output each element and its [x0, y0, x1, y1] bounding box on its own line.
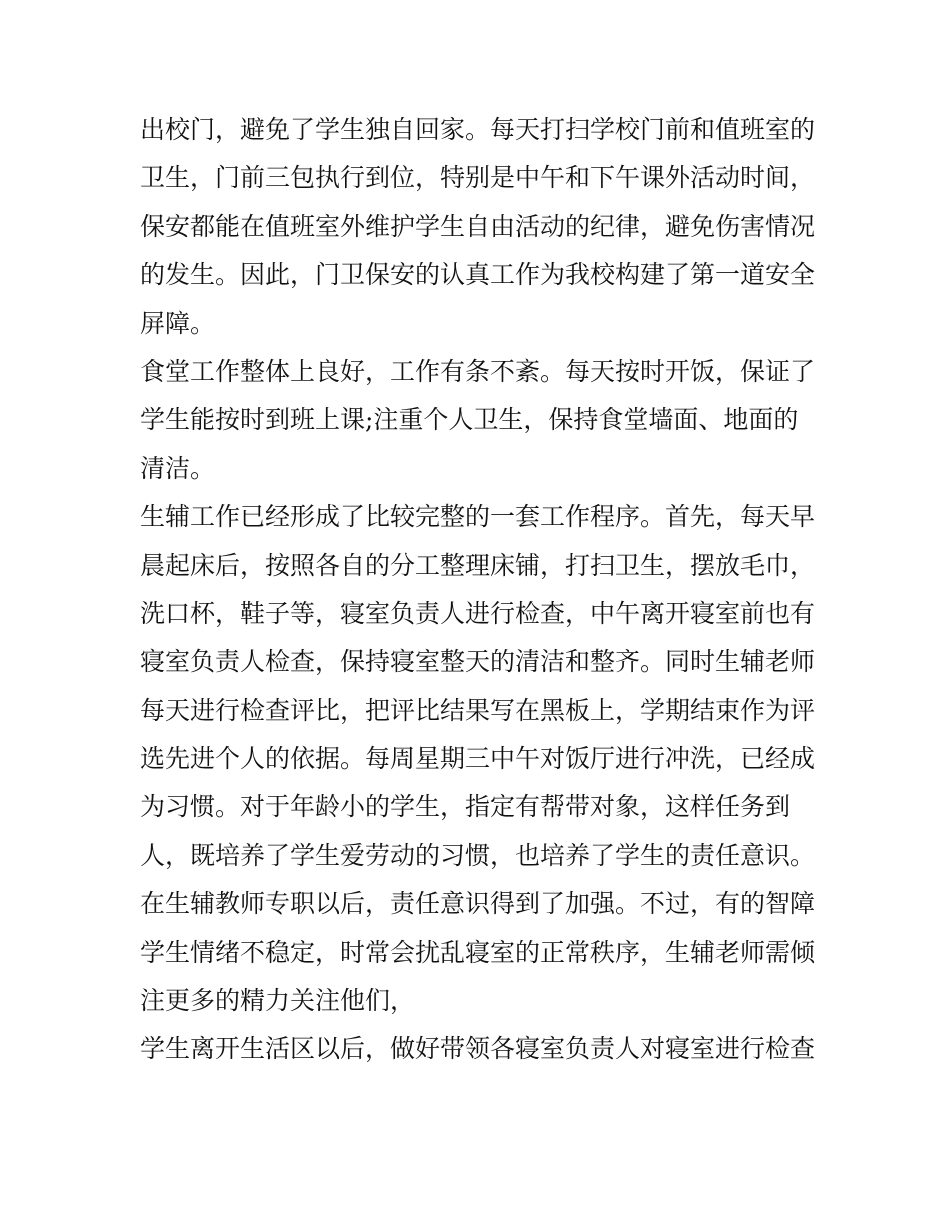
- text-line: 生辅工作已经形成了比较完整的一套工作程序。首先，每天早: [140, 502, 816, 532]
- text-line: 每天进行检查评比，把评比结果写在黑板上，学期结束作为评: [140, 695, 816, 725]
- text-line: 选先进个人的依据。每周星期三中午对饭厅进行冲洗，已经成: [140, 744, 816, 774]
- document-body: [140, 106, 820, 1074]
- text-line: 人，既培养了学生爱劳动的习惯，也培养了学生的责任意识。: [140, 840, 816, 870]
- text-line: 食堂工作整体上良好，工作有条不紊。每天按时开饭，保证了: [140, 356, 816, 386]
- text-line: 为习惯。对于年龄小的学生，指定有帮带对象，这样任务到: [140, 792, 791, 822]
- text-line: 学生情绪不稳定，时常会扰乱寝室的正常秩序，生辅老师需倾: [140, 937, 816, 967]
- text-line: 出校门，避免了学生独自回家。每天打扫学校门前和值班室的: [140, 115, 816, 144]
- text-line: 学生离开生活区以后，做好带领各寝室负责人对寝室进行检查: [140, 1034, 816, 1064]
- text-line: 保安都能在值班室外维护学生自由活动的纪律，避免伤害情况: [140, 211, 816, 241]
- text-line: 学生能按时到班上课;注重个人卫生，保持食堂墙面、地面的: [140, 405, 799, 435]
- text-line: 注更多的精力关注他们，: [140, 986, 416, 1016]
- text-line: 在生辅教师专职以后，责任意识得到了加强。不过，有的智障: [140, 889, 816, 919]
- text-line: 屏障。: [140, 308, 216, 338]
- text-line: 卫生，门前三包执行到位，特别是中午和下午课外活动时间，: [140, 163, 816, 193]
- text-line: 晨起床后，按照各自的分工整理床铺，打扫卫生，摆放毛巾，: [140, 550, 816, 580]
- text-line: 寝室负责人检查，保持寝室整天的清洁和整齐。同时生辅老师: [140, 647, 816, 677]
- text-line: 的发生。因此，门卫保安的认真工作为我校构建了第一道安全: [140, 260, 816, 290]
- text-line: 洗口杯，鞋子等，寝室负责人进行检查，中午离开寝室前也有: [140, 598, 816, 628]
- text-line: 清洁。: [140, 453, 216, 483]
